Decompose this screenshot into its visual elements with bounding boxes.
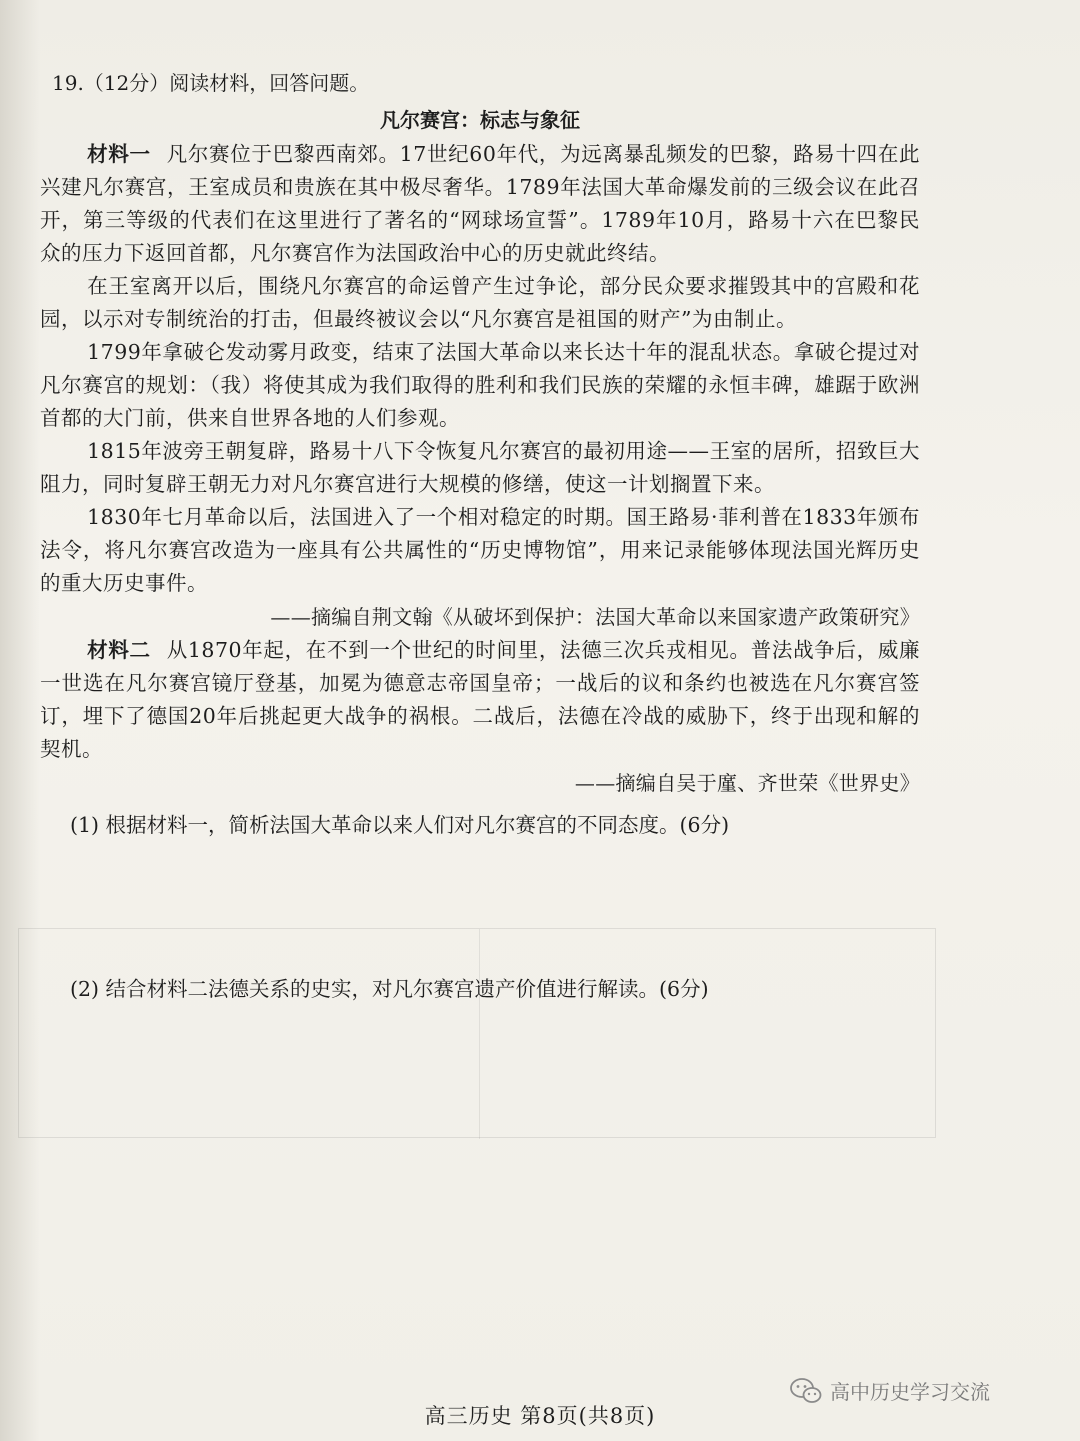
material1-paragraph-5: 1830年七月革命以后，法国进入了一个相对稳定的时期。国王路易·菲利普在1833年颁布法令，将凡尔赛宫改造为一座具有公共属性的“历史博物馆”，用来记录能够体现法国光辉历史的重大历史事件。 — [40, 505, 920, 595]
question-content — [40, 64, 920, 1006]
material1-paragraph-2: 在王室离开以后，围绕凡尔赛宫的命运曾产生过争论，部分民众要求摧毁其中的宫殿和花园，以示对专制统治的打击，但最终被议会以“凡尔赛宫是祖国的财产”为由制止。 — [40, 274, 920, 331]
question-header: 19.（12分）阅读材料，回答问题。 — [52, 71, 370, 95]
material2-paragraph — [40, 634, 920, 766]
material1-paragraph-4: 1815年波旁王朝复辟，路易十八下令恢复凡尔赛宫的最初用途——王室的居所，招致巨大阻力，同时复辟王朝无力对凡尔赛宫进行大规模的修缮，使这一计划搁置下来。 — [40, 439, 920, 496]
material1-text-1: 凡尔赛位于巴黎西南郊。17世纪60年代，为远离暴乱频发的巴黎，路易十四在此兴建凡尔赛宫，王室成员和贵族在其中极尽奢华。1789年法国大革命爆发前的三级会议在此召开，第三等级的代表们在这里进行了著名的“网球场宣誓”。1789年10月，路易十六在巴黎民众的压力下返回首都，凡尔赛宫作为法国政治中心的历史就此终结。 — [40, 142, 921, 265]
material2-source: ——摘编自吴于廑、齐世荣《世界史》 — [574, 771, 920, 795]
page-footer: 高三历史 第8页(共8页) — [424, 1404, 656, 1428]
sub-question-2: (2) 结合材料二法德关系的史实，对凡尔赛宫遗产价值进行解读。(6分) — [70, 977, 709, 1001]
question-title: 凡尔赛宫：标志与象征 — [380, 108, 580, 132]
material1-paragraph-1 — [40, 138, 920, 270]
page-edge-shadow — [0, 0, 40, 1441]
sub-question-1: (1) 根据材料一，简析法国大革命以来人们对凡尔赛宫的不同态度。(6分) — [70, 813, 730, 837]
material2-label: 材料二 — [87, 638, 151, 662]
material1-label: 材料一 — [87, 142, 151, 166]
material1-paragraph-3: 1799年拿破仑发动雾月政变，结束了法国大革命以来长达十年的混乱状态。拿破仑提过对凡尔赛宫的规划：（我）将使其成为我们取得的胜利和我们民族的荣耀的永恒丰碑，雄踞于欧洲首都的大门前，供来自世界各地的人们参观。 — [40, 340, 920, 430]
watermark-text: 高中历史学习交流 — [830, 1380, 990, 1404]
material2-text: 从1870年起，在不到一个世纪的时间里，法德三次兵戎相见。普法战争后，威廉一世选在凡尔赛宫镜厅登基，加冕为德意志帝国皇帝；一战后的议和条约也被选在凡尔赛宫签订，埋下了德国20年后挑起更大战争的祸根。二战后，法德在冷战的威胁下，终于出现和解的契机。 — [40, 638, 921, 761]
material1-source: ——摘编自荆文翰《从破坏到保护：法国大革命以来国家遗产政策研究》 — [270, 605, 920, 629]
